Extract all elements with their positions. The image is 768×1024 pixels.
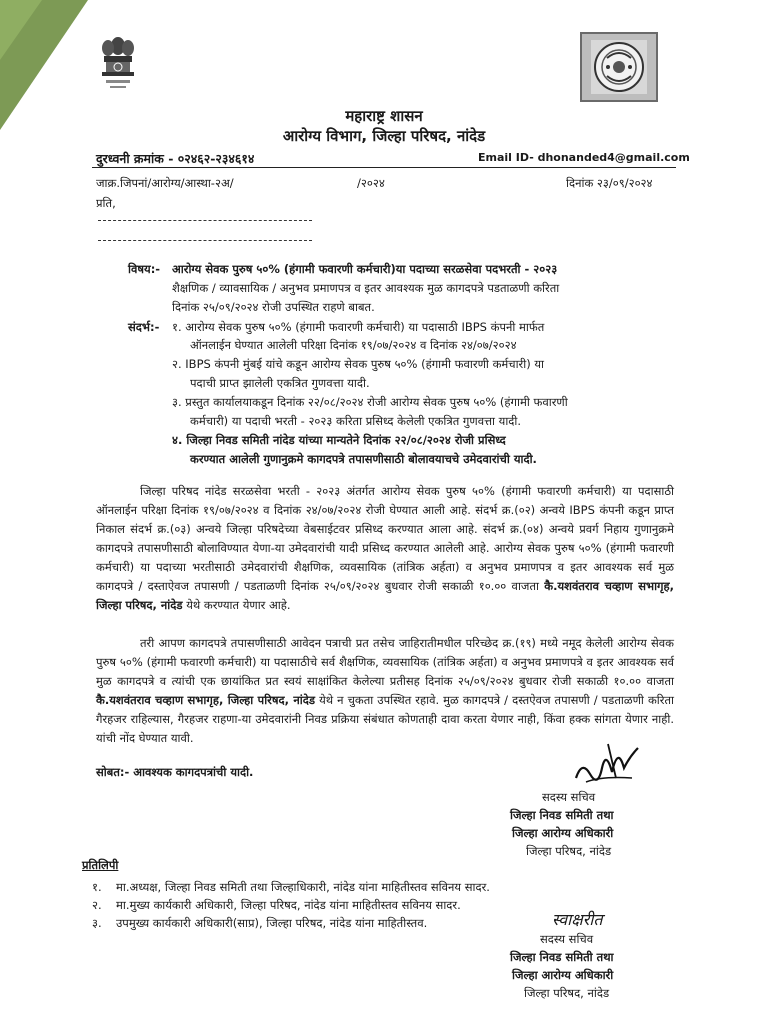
signatory-title: जिल्हा निवड समिती तथा	[510, 950, 614, 964]
references-label: संदर्भ:-	[128, 320, 160, 334]
header-phone: दुरध्वनी क्रमांक - ०२४६२-२३४६१४	[96, 151, 255, 166]
subject-line: दिनांक २५/०९/२०२४ रोजी उपस्थित राहणे बाबत.	[172, 300, 375, 314]
reference-item-cont: पदाची प्राप्त झालेली एकत्रित गुणवत्ता यादी.	[190, 376, 370, 390]
reference-item: १. आरोग्य सेवक पुरुष ५०% (हंगामी फवारणी कर्मचारी) या पदासाठी IBPS कंपनी मार्फत	[172, 320, 545, 334]
handwritten-signature	[572, 738, 646, 792]
corner-fold-highlight	[0, 0, 42, 60]
copy-item: उपमुख्य कार्यकारी अधिकारी(साप्र), जिल्हा परिषद, नांदेड यांना माहितीस्तव.	[116, 916, 428, 930]
header-dept: आरोग्य विभाग, जिल्हा परिषद, नांदेड	[282, 127, 486, 145]
ref-date: दिनांक २३/०९/२०२४	[566, 176, 653, 190]
copy-title: प्रतिलिपी	[82, 858, 119, 872]
copy-item-number: १.	[92, 880, 102, 894]
copy-item-number: ३.	[92, 916, 102, 930]
reference-item: २. IBPS कंपनी मुंबई यांचे कडून आरोग्य सेवक पुरुष ५०% (हंगामी फवारणी कर्मचारी) या	[172, 357, 545, 371]
ref-year: /२०२४	[357, 176, 385, 190]
header-rule	[92, 167, 676, 168]
body-paragraph-1	[96, 482, 674, 615]
subject-line: शैक्षणिक / व्यावसायिक / अनुभव प्रमाणपत्र व इतर आवश्यक मुळ कागदपत्रे पडताळणी करिता	[172, 281, 560, 295]
reference-item-cont: कर्मचारी) या पदाची भरती - २०२३ करिता प्रसिध्द केलेली एकत्रित गुणवत्ता यादी.	[190, 414, 522, 428]
signatory-title: सदस्य सचिव	[542, 790, 596, 804]
header-org: महाराष्ट्र शासन	[345, 107, 423, 125]
recipient-blank-line	[98, 220, 312, 221]
signatory-title: जिल्हा परिषद, नांदेड	[524, 986, 610, 1000]
signatory-title: जिल्हा आरोग्य अधिकारी	[512, 968, 614, 982]
reference-item-cont: करण्यात आलेली गुणानुक्रमे कागदपत्रे तपासणीसाठी बोलावयाचचे उमेदवारांची यादी.	[190, 452, 537, 466]
signatory-title: जिल्हा परिषद, नांदेड	[526, 844, 612, 858]
reference-item-cont: ऑनलाईन घेण्यात आलेली परिक्षा दिनांक १९/०७/२०२४ व दिनांक २४/०७/२०२४	[190, 338, 517, 352]
ref-number: जाक्र.जिपनां/आरोग्य/आस्था-२अ/	[96, 176, 234, 190]
header-email: Email ID- dhonanded4@gmail.com	[478, 151, 690, 164]
reference-item: ३. प्रस्तुत कार्यालयाकडून दिनांक २२/०८/२०२४ रोजी आरोग्य सेवक पुरुष ५०% (हंगामी फवारणी	[172, 395, 568, 409]
ashoka-emblem-icon	[96, 34, 140, 104]
copy-item-number: २.	[92, 898, 102, 912]
enclosure-note: सोबत:- आवश्यक कागदपत्रांची यादी.	[96, 765, 254, 779]
venue-text: कै.यशवंतराव चव्हाण सभागृह, जिल्हा परिषद, नांदेड	[96, 693, 316, 707]
reference-item: ४. जिल्हा निवड समिती नांदेड यांच्या मान्यतेने दिनांक २२/०८/२०२४ रोजी प्रसिध्द	[172, 433, 506, 447]
zp-seal-logo	[580, 32, 658, 102]
signatory-title: सदस्य सचिव	[540, 932, 594, 946]
recipient-blank-line	[98, 240, 312, 241]
handwritten-signed-mark: स्वाक्षरीत	[552, 910, 603, 929]
body-text: येथे करण्यात येणार आहे.	[186, 598, 291, 612]
venue-text: कै.यशवंतराव चव्हाण सभागृह, जिल्हा परिषद, नांदेड	[96, 579, 675, 612]
subject-label: विषय:-	[128, 262, 161, 276]
body-text: जिल्हा परिषद नांदेड सरळसेवा भरती - २०२३ अंतर्गत आरोग्य सेवक पुरुष ५०% (हंगामी फवारणी कर्मचारी) या पदासाठी ऑनलाईन परिक्षा दिनांक १९/०७/२०२४ व दिनांक २४/०७/२०२४ रोजी घेण्यात आली आहे. संदर्भ क्र.(०२) अन्वये IBPS कंपनी कडून प्राप्त निकाल संदर्भ क्र.(०३) अन्वये जिल्हा परिषदेच्या वेबसाईटवर प्रसिध्द करण्यात आला आहे. संदर्भ क्र.(०४) अन्वये प्रवर्ग निहाय गुणानुक्रमे कागदपत्रे तपासणीसाठी बोलाविण्यात येणा-या उमेदवारांची यादी प्रसिध्द करण्यात आलेली आहे. आरोग्य सेवक पुरुष ५०% (हंगामी फवारणी कर्मचारी) या पदाच्या भरतीसाठी उमेदवारांची शैक्षणिक, व्यवसायिक (तांत्रिक अर्हता) व अनुभव प्रमाणपत्र व इतर आवश्यक सर्व मुळ कागदपत्रे / दस्ताऐवज तपासणी / पडताळणी दिनांक २५/०९/२०२४ बुधवार रोजी सकाळी १०.०० वाजता	[96, 484, 674, 593]
recipient-label: प्रति,	[96, 196, 116, 210]
signatory-title: जिल्हा आरोग्य अधिकारी	[512, 826, 614, 840]
body-paragraph-2	[96, 634, 674, 748]
copy-item: मा.मुख्य कार्यकारी अधिकारी, जिल्हा परिषद, नांदेड यांना माहितीस्तव सविनय सादर.	[116, 898, 461, 912]
copy-item: मा.अध्यक्ष, जिल्हा निवड समिती तथा जिल्हाधिकारी, नांदेड यांना माहितीस्तव सविनय सादर.	[116, 880, 490, 894]
signatory-title: जिल्हा निवड समिती तथा	[510, 808, 614, 822]
subject-line: आरोग्य सेवक पुरुष ५०% (हंगामी फवारणी कर्मचारी)या पदाच्या सरळसेवा पदभरती - २०२३	[172, 262, 558, 276]
body-text: तरी आपण कागदपत्रे तपासणीसाठी आवेदन पत्राची प्रत तसेच जाहिरातीमधील परिच्छेद क्र.(१९) मध्ये नमूद केलेली आरोग्य सेवक पुरुष ५०% (हंगामी फवारणी कर्मचारी) या पदासाठीचे सर्व शैक्षणिक, व्यवसायिक (तांत्रिक अर्हता) व अनुभव प्रमाणपत्रे व इतर आवश्यक सर्व मुळ कागदपत्रे व त्यांची एक छायांकित प्रत स्वयं साक्षांकित केलेल्या प्रतीसह दिनांक २५/०९/२०२४ बुधवार रोजी सकाळी १०.०० वाजता	[96, 636, 674, 688]
body-text: येथे न चुकता उपस्थित रहावे. मुळ कागदपत्रे / दस्तऐवज तपासणी / पडताळणी करिता गैरहजर राहिल्यास, गैरहजर राहणा-या उमेदवारांनी निवड प्रक्रिया संबंधात कोणताही दावा करता येणार नाही, किंवा हक्क सांगता येणार नाही. यांची नोंद घेण्यात यावी.	[96, 693, 674, 745]
